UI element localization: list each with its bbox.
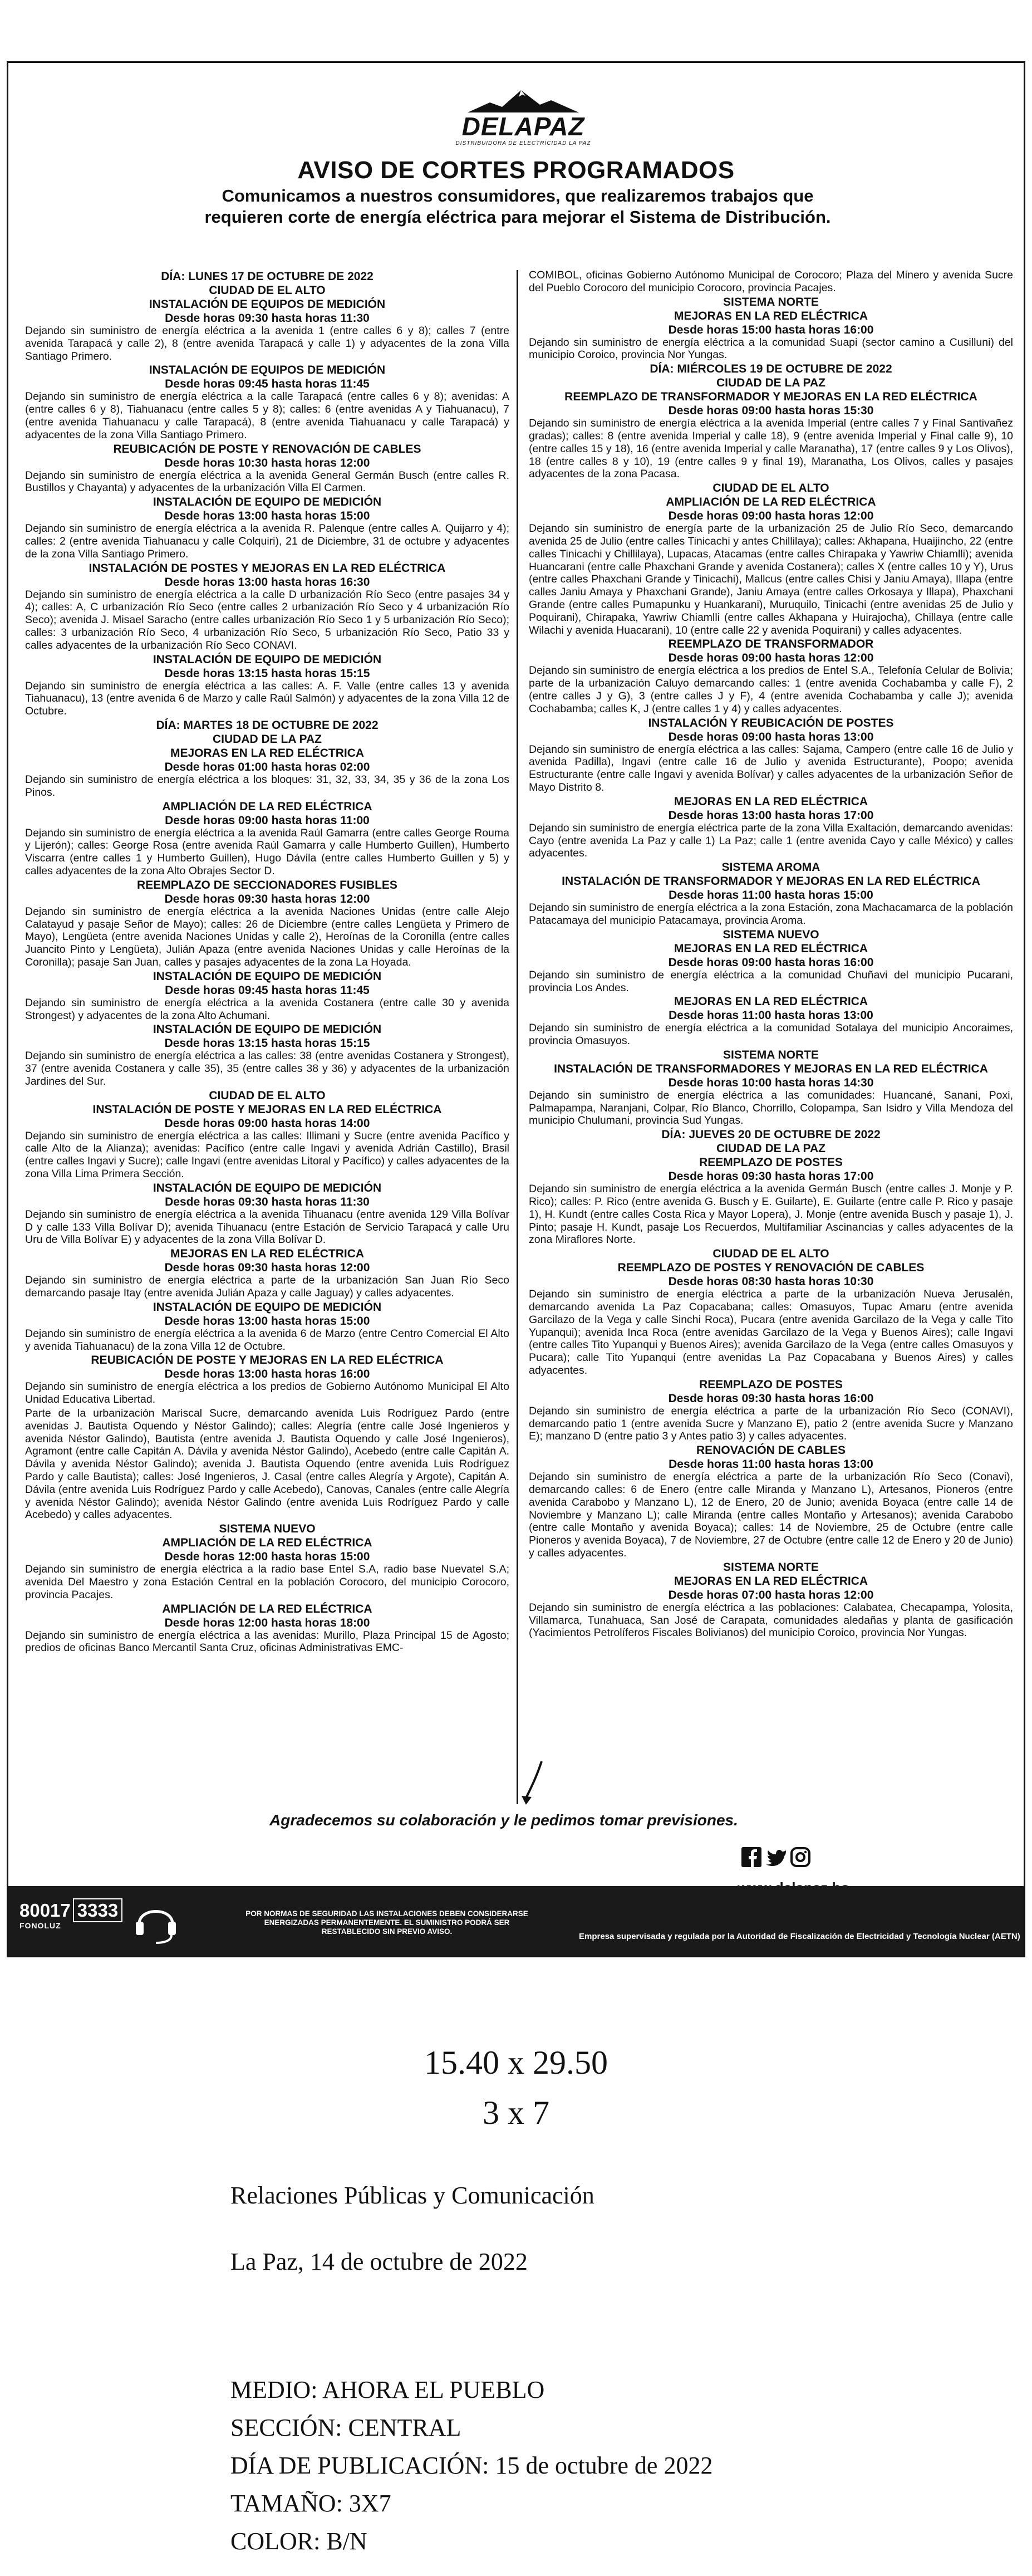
section-heading: Desde horas 13:00 hasta horas 16:00 [164, 1368, 370, 1381]
section-heading: SISTEMA NUEVO [723, 928, 819, 941]
outage-description: Dejando sin suministro de energía eléctrica a las calles: Sajama, Campero (entre calle 16 de Julio y avenida Padilla), Ingavi (entre calle 16 de Julio y avenida Estructurante), Poopo; avenida Estructurante (entre calle Ingavi y avenida Bolívar) y calles adyacentes de la urbanización Señor de Mayo Distrito 8. [529, 743, 1013, 794]
phone-prefix: 80017 [19, 1900, 71, 1921]
section-heading: CIUDAD DE EL ALTO [209, 1089, 326, 1102]
section-heading: SISTEMA NORTE [723, 295, 819, 308]
mountain-logo-icon [468, 88, 579, 114]
regulator-text: Empresa supervisada y regulada por la Autoridad de Fiscalización de Electricidad y Tecnología Nuclear (AETN) [579, 1932, 1020, 1941]
outage-description: Dejando sin suministro de energía eléctrica a la comunidad Suapi (sector camino a Cusilluni) del municipio Coroico, provincia Nor Yungas. [529, 336, 1013, 361]
headline: AVISO DE CORTES PROGRAMADOS [297, 156, 735, 184]
fonoluz-number [19, 1900, 122, 1930]
section-heading: REEMPLAZO DE POSTES [699, 1156, 843, 1169]
section-heading: Desde horas 12:00 hasta horas 15:00 [164, 1550, 370, 1564]
section-heading: Desde horas 09:30 hasta horas 17:00 [668, 1170, 874, 1183]
section-heading: Desde horas 09:30 hasta horas 11:30 [165, 312, 370, 325]
outage-description: Dejando sin suministro de energía parte de la urbanización 25 de Julio Río Seco, demarcando avenida 25 de Julio (entre calles Tinicachi y antes Chillilaya); calles: Akhapana, Huaijincho, 22 (entre calles Tinicachi y Chillilaya), Lupacas, Atacamas (entre calles Chirapaka y Yawriw Chiamlli); avenida Huancarani (entre calle Phaxchani Grande y avenida Costanera); calles X (entre calles 10 y Y), Urus (entre calles Phaxchani Grande y Tinicachi), Mallcus (entre calles Chisi y Janiu Amaya), Illapa (entre calles Janiu Amaya y Phaxchani Grande), Janiu Amaya (entre calles Orkosaya y Illapa), Phaxchani Grande (entre calles Pumapunku y Huankarani), Muruquilo, Tinicachi (entre avenidas 25 de Julio y Poquirani), Chirapaka, Yawriw Chiamlli (entre calles Akhapana y Huirajocha), Chillaya (entre calle Wilachi y avenida Huacarani), 10 (entre calle 22 y avenida Poquirani) y calles adyacentes. [529, 522, 1013, 636]
section-heading: Desde horas 09:00 hasta horas 12:00 [668, 510, 874, 523]
right-column [529, 269, 1013, 1640]
section-heading: INSTALACIÓN DE POSTE Y MEJORAS EN LA RED ELÉCTRICA [92, 1103, 442, 1116]
day-heading: DÍA: MIÉRCOLES 19 DE OCTUBRE DE 2022 [650, 363, 892, 376]
day-heading: DÍA: MARTES 18 DE OCTUBRE DE 2022 [156, 718, 379, 732]
outage-description: Dejando sin suministro de energía eléctrica a la avenida Raúl Gamarra (entre calles George Rouma y Lijerón); calles: George Rosa (entre avenida Raúl Gamarra y calle Humberto Guillen), Humberto Viscarra (entre calles 1 y Humberto Guillen), Hugo Dávila (entre calles Humberto Guillen y 5) y calles adyacentes de la zona Alto Obrajes Sector D. [25, 826, 509, 877]
section-heading: Desde horas 09:30 hasta horas 11:30 [165, 1195, 370, 1208]
section-heading: Desde horas 09:00 hasta horas 15:30 [668, 404, 874, 418]
section-heading: INSTALACIÓN DE EQUIPOS DE MEDICIÓN [149, 364, 386, 377]
section-heading: INSTALACIÓN Y REUBICACIÓN DE POSTES [648, 716, 894, 729]
outage-description: Dejando sin suministro de energía eléctrica a la avenida Costanera (entre calle 30 y avenida Strongest) y adyacentes de la zona Alto Achumani. [25, 996, 509, 1022]
outage-description: Dejando sin suministro de energía eléctrica a la comunidad Sotalaya del municipio Ancoraimes, provincia Omasuyos. [529, 1022, 1013, 1047]
size-label: TAMAÑO: 3X7 [230, 2490, 391, 2517]
thanks-message: Agradecemos su colaboración y le pedimos tomar previsiones. [269, 1811, 738, 1829]
section-heading: MEJORAS EN LA RED ELÉCTRICA [674, 995, 868, 1008]
ad-footer [8, 1886, 1024, 1956]
section-heading: Desde horas 13:15 hasta horas 15:15 [164, 667, 370, 680]
ad-size: 15.40 x 29.50 [424, 2044, 608, 2081]
section-heading: REEMPLAZO DE SECCIONADORES FUSIBLES [137, 878, 397, 892]
section-heading: INSTALACIÓN DE EQUIPO DE MEDICIÓN [153, 1181, 382, 1194]
outage-description: Dejando sin suministro de energía eléctrica a la avenida Tihuanacu (entre avenida 129 Villa Bolívar D y calle 133 Villa Bolívar D); avenida Tihuanacu (entre Estación de Servicio Tarapacá y calle Uru Uru de Villa Bolívar E) y adyacentes de la zona Villa Bolívar D. [25, 1208, 509, 1246]
section-heading: REEMPLAZO DE POSTES Y RENOVACIÓN DE CABLES [617, 1261, 925, 1275]
section-heading: Desde horas 11:00 hasta horas 13:00 [669, 1009, 873, 1022]
section-heading: Desde horas 09:00 hasta horas 13:00 [668, 730, 874, 743]
phone-suffix: 3333 [73, 1898, 122, 1922]
column-divider [517, 270, 518, 1804]
section-heading: MEJORAS EN LA RED ELÉCTRICA [674, 309, 868, 322]
fonoluz-label: FONOLUZ [19, 1921, 61, 1930]
outage-description: Dejando sin suministro de energía eléctrica a la zona Estación, zona Machacamarca de la población Patacamaya del municipio Patacamaya, provincia Aroma. [529, 902, 1013, 927]
section-heading: Desde horas 09:30 hasta horas 12:00 [164, 1261, 370, 1275]
section-heading: Desde horas 09:30 hasta horas 16:00 [668, 1392, 874, 1405]
outage-description: Dejando sin suministro de energía eléctrica a la avenida Naciones Unidas (entre calle Alejo Calatayud y pasaje Señor de Mayo); calles: 26 de Diciembre (entre calles Lengüeta y Primero de Mayo), Lengüeta (entre avenida Naciones Unidas y calle 2), Heroínas de la Coronilla (entre calles Juancito Pinto y Lengüeta), Julián Apaza (entre avenida Naciones Unidas y calle Heroínas de la Coronilla); pasaje San Juan, calles y pasajes adyacentes de la zona La Hoyada. [25, 905, 509, 968]
outage-description: Dejando sin suministro de energía eléctrica parte de la zona Villa Exaltación, demarcando avenidas: Cayo (entre avenida La Paz y calle 1) La Paz; calle 1 (entre avenida Cayo y calle México) y calles adyacentes. [529, 821, 1013, 860]
section-heading: Desde horas 08:30 hasta horas 10:30 [668, 1275, 874, 1289]
section-heading: REEMPLAZO DE TRANSFORMADOR Y MEJORAS EN LA RED ELÉCTRICA [564, 390, 977, 404]
section-heading: REEMPLAZO DE TRANSFORMADOR [668, 638, 874, 651]
ad-columns: 3 x 7 [483, 2094, 549, 2131]
section-heading: Desde horas 11:00 hasta horas 15:00 [669, 889, 873, 902]
section-heading: Desde horas 10:00 hasta horas 14:30 [668, 1076, 874, 1089]
section-heading: INSTALACIÓN DE TRANSFORMADOR Y MEJORAS EN LA RED ELÉCTRICA [562, 875, 980, 888]
outage-description: Parte de la urbanización Mariscal Sucre, demarcando avenida Luis Rodríguez Pardo (entre avenidas J. Bautista Oquendo y Néstor Galindo); calles: Alegría (entre calle José Ingenieros y avenida Néstor Galindo), Bautista (entre avenida J. Bautista Oquendo y calle José Ingenieros), Agramont (entre calle Capitán A. Dávila y avenida Néstor Galindo), Acebedo (entre calle Capitán A. Dávila y avenida Néstor Galindo); avenida J. Bautista Oquendo (entre avenida Luis Rodríguez Pardo y calle Bautista); calles: José Ingenieros, J. Casal (entre calles Alegría y Argote), Capitán A. Dávila (entre avenida Luis Rodríguez Pardo y calle Acebedo), Canovas, Canales (entre calle Alegría y avenida Néstor Galindo); avenida Néstor Galindo (entre avenida Luis Rodríguez Pardo y calle Acebedo) y calles adyacentes. [25, 1407, 509, 1521]
brand-subtitle: DISTRIBUIDORA DE ELECTRICIDAD LA PAZ [455, 140, 591, 146]
section-heading: Desde horas 13:00 hasta horas 17:00 [668, 809, 874, 822]
day-heading: DÍA: JUEVES 20 DE OCTUBRE DE 2022 [661, 1128, 881, 1142]
section-heading: Desde horas 09:00 hasta horas 14:00 [164, 1116, 370, 1130]
arrow-icon [519, 1761, 553, 1806]
day-heading: DÍA: LUNES 17 DE OCTUBRE DE 2022 [161, 270, 374, 283]
department: Relaciones Públicas y Comunicación [230, 2182, 594, 2209]
section-heading: Desde horas 13:00 hasta horas 15:00 [164, 510, 370, 523]
section-heading: Desde horas 09:30 hasta horas 12:00 [164, 892, 370, 905]
section-heading: SISTEMA AROMA [721, 861, 820, 874]
section-heading: AMPLIACIÓN DE LA RED ELÉCTRICA [666, 496, 876, 509]
section-heading: CIUDAD DE EL ALTO [712, 1247, 829, 1261]
section-heading: MEJORAS EN LA RED ELÉCTRICA [674, 795, 868, 808]
section-heading: INSTALACIÓN DE EQUIPO DE MEDICIÓN [153, 653, 382, 666]
brand-wordmark: DELAPAZ [461, 112, 585, 141]
section-heading: INSTALACIÓN DE TRANSFORMADORES Y MEJORAS EN LA RED ELÉCTRICA [554, 1062, 988, 1075]
section-heading: MEJORAS EN LA RED ELÉCTRICA [170, 1247, 365, 1261]
outage-description: Dejando sin suministro de energía eléctrica a los predios de Gobierno Autónomo Municipal El Alto Unidad Educativa Libertad. [25, 1380, 509, 1406]
outage-description: Dejando sin suministro de energía eléctrica a las avenidas: Murillo, Plaza Principal 15 de Agosto; predios de oficinas Banco Mercantil Santa Cruz, oficinas Administrativas EMC- [25, 1629, 509, 1654]
section-heading: REEMPLAZO DE POSTES [699, 1378, 843, 1391]
section-heading: CIUDAD DE LA PAZ [716, 376, 825, 390]
color-label: COLOR: B/N [230, 2528, 367, 2555]
section-heading: AMPLIACIÓN DE LA RED ELÉCTRICA [162, 800, 372, 813]
section-heading: CIUDAD DE EL ALTO [209, 284, 326, 297]
place-date: La Paz, 14 de octubre de 2022 [230, 2248, 528, 2275]
outage-description: Dejando sin suministro de energía eléctrica a la calle D urbanización Río Seco (entre pasajes 34 y 4); calles: A, C urbanización Río Seco (entre calles 2 urbanización Río Seco y 4 urbanización Río Seco); avenida J. Misael Saracho (entre calles urbanización Río Seco 1 y 5 urbanización Río Seco); calles: 3 urbanización Río Seco, 4 urbanización Río Seco, 5 urbanización Río Seco, Patio 33 y calles adyacentes de la urbanización Río Seco CONAVI. [25, 588, 509, 652]
section-heading: REUBICACIÓN DE POSTE Y MEJORAS EN LA RED ELÉCTRICA [91, 1354, 444, 1367]
outage-description: Dejando sin suministro de energía eléctrica a los predios de Entel S.A., Telefonía Celular de Bolivia; parte de la urbanización Caluyo demarcando calles: 1 (entre avenida Cochabamba y calle F), 2 (entre calles J y G), 3 (entre calles J y F), 4 (entre avenida Cochabamba y calle J); avenida Cochabamba; calles K, J (entre calles 1 y 4) y calles adyacentes. [529, 664, 1013, 715]
outage-description: Dejando sin suministro de energía eléctrica a la avenida 6 de Marzo (entre Centro Comercial El Alto y avenida Tiahuanacu) de la zona Villa 12 de Octubre. [25, 1327, 509, 1353]
section-heading: Desde horas 10:30 hasta horas 12:00 [164, 456, 370, 469]
section-heading: Desde horas 09:45 hasta horas 11:45 [165, 983, 370, 997]
section-heading: Desde horas 07:00 hasta horas 12:00 [668, 1588, 874, 1602]
section-heading: Desde horas 09:00 hasta horas 12:00 [668, 652, 874, 665]
section-heading: Desde horas 01:00 hasta horas 02:00 [164, 760, 370, 773]
outage-description: Dejando sin suministro de energía eléctrica a la avenida Germán Busch (entre calles J. Monje y P. Rico); calles: P. Rico (entre avenida G. Busch y E. Guilarte), E. Guilarte (entre calle P. Rico y pasaje 1), H. Kundt (entre calles Costa Rica y Mayor Lopera), J. Monje (entre avenida Busch y pasaje 1), J. Pinto; pasaje H. Kundt, pasaje Los Recuerdos, Multifamiliar Ascinancias y calles adyacentes de la zona Miraflores Norte. [529, 1183, 1013, 1246]
section-heading: Desde horas 15:00 hasta horas 16:00 [668, 323, 874, 336]
outage-description: Dejando sin suministro de energía eléctrica a la calle Tarapacá (entre calles 6 y 8); avenidas: A (entre calles 6 y 8), Tiahuanacu (entre calles 5 y 8); calles: 6 (entre avenidas A y Tiahuanacu), 7 (entre avenida Tiahuanacu y calle Tarapacá), 8 (entre avenida Tiahuanacu y calle Tarapacá) y adyacentes de la zona Villa Santiago Primero. [25, 390, 509, 441]
twitter-icon [766, 1850, 786, 1866]
section-heading: MEJORAS EN LA RED ELÉCTRICA [170, 746, 365, 760]
section-heading: Desde horas 13:00 hasta horas 16:30 [164, 575, 370, 589]
section-heading: MEJORAS EN LA RED ELÉCTRICA [674, 1574, 868, 1588]
outage-description: Dejando sin suministro de energía eléctrica a parte de la urbanización Río Seco (Conavi), demarcando calles: 6 de Enero (entre calle Miranda y Manzano L), Artesanos, Pioneros (entre avenida Carabobo y Manzano L), 12 de Enero, 20 de Junio; avenida Boyaca (entre calle 14 de Noviembre y Manzano L); calle Miranda (entre calles Montaño y Artesanos); avenida Carabobo (entre calle Montaño y avenida Boyaca); calles: 14 de Noviembre, 25 de Octubre (entre calle Pioneros y avenida Boyaca), 7 de Noviembre, 27 de Octubre (entre calle 12 de Enero y 20 de Junio) y calles adyacentes. [529, 1471, 1013, 1560]
outage-description: Dejando sin suministro de energía eléctrica a las calles: Illimani y Sucre (entre avenida Pacífico y calle Alto de la Alianza); avenidas: Pacífico (entre calle Ingavi y avenida Adrián Castillo), Brasil (entre calles Ingavi y Sucre); calle Ingavi (entre avenidas Litoral y Pacífico) y calles adyacentes de la zona Villa Lima Primera Sección. [25, 1129, 509, 1181]
outage-description: Dejando sin suministro de energía eléctrica a las calles: A. F. Valle (entre calles 13 y avenida Tiahuanacu), 13 (entre avenida 6 de Marzo y calle Raúl Salmón) y adyacentes de la zona Villa 12 de Octubre. [25, 679, 509, 718]
section-heading: INSTALACIÓN DE EQUIPOS DE MEDICIÓN [149, 298, 386, 311]
section-heading: Desde horas 12:00 hasta horas 18:00 [164, 1616, 370, 1629]
facebook-icon [741, 1847, 761, 1867]
section-heading: SISTEMA NORTE [723, 1560, 819, 1574]
outage-description: Dejando sin suministro de energía eléctrica a la radio base Entel S.A, radio base Nuevatel S.A; avenida Del Maestro y zona Estación Central en la población Corocoro, del municipio Corocoro, provincia Pacajes. [25, 1563, 509, 1601]
section-heading: CIUDAD DE LA PAZ [716, 1142, 825, 1155]
section-heading: INSTALACIÓN DE EQUIPO DE MEDICIÓN [153, 1300, 382, 1314]
section-heading: Desde horas 09:00 hasta horas 16:00 [668, 956, 874, 969]
section-heading: Desde horas 13:15 hasta horas 15:15 [164, 1037, 370, 1050]
section-heading: Desde horas 13:00 hasta horas 15:00 [164, 1314, 370, 1328]
outage-notice-ad [7, 61, 1025, 1957]
section-heading: Desde horas 11:00 hasta horas 13:00 [669, 1458, 873, 1471]
section-heading: RENOVACIÓN DE CABLES [696, 1444, 846, 1457]
outage-description: COMIBOL, oficinas Gobierno Autónomo Municipal de Corocoro; Plaza del Minero y avenida Sucre del Pueblo Corocoro del municipio Corocoro, provincia Pacajes. [529, 269, 1013, 294]
medio: MEDIO: AHORA EL PUEBLO [230, 2376, 545, 2403]
delapaz-logo [451, 88, 596, 155]
outage-description: Dejando sin suministro de energía eléctrica a las calles: 38 (entre avenidas Costanera y Strongest), 37 (entre avenida Costanera y calle 35), 35 (entre calles 38 y 36) y adyacentes de la urbanización Jardines del Sur. [25, 1050, 509, 1088]
section-heading: MEJORAS EN LA RED ELÉCTRICA [674, 942, 868, 955]
section-heading: AMPLIACIÓN DE LA RED ELÉCTRICA [162, 1536, 372, 1550]
section-heading: INSTALACIÓN DE POSTES Y MEJORAS EN LA RED ELÉCTRICA [89, 561, 446, 575]
left-column [25, 269, 509, 1656]
section-heading: REUBICACIÓN DE POSTE Y RENOVACIÓN DE CABLES [113, 442, 421, 456]
outage-description: Dejando sin suministro de energía eléctrica a la avenida General Germán Busch (entre calles R. Bustillos y Chayanta) y adyacentes de la urbanización Villa El Carmen. [25, 469, 509, 494]
section-heading: SISTEMA NORTE [723, 1048, 819, 1061]
outage-description: Dejando sin suministro de energía eléctrica a los bloques: 31, 32, 33, 34, 35 y 36 de la zona Los Pinos. [25, 773, 509, 799]
instagram-icon [792, 1848, 809, 1866]
outage-description: Dejando sin suministro de energía eléctrica a las comunidades: Huancané, Sanani, Poxi, Palmapampa, Naranjani, Colpar, Río Blanco, Chorrillo, Colopampa, San Isidro y Villa Mendoza del municipio Chulumani, provincia Sud Yungas. [529, 1089, 1013, 1127]
section-heading: INSTALACIÓN DE EQUIPO DE MEDICIÓN [153, 969, 382, 983]
outage-description: Dejando sin suministro de energía eléctrica a la avenida R. Palenque (entre calles A. Quijarro y 4); calles: 2 (entre avenida Tiahuanacu y calle Colquiri), 21 de Diciembre, 31 de octubre y adyacentes de la zona Villa Santiago Primero. [25, 522, 509, 560]
section-heading: AMPLIACIÓN DE LA RED ELÉCTRICA [162, 1602, 372, 1615]
section-heading: CIUDAD DE LA PAZ [213, 732, 322, 746]
intro-text: Comunicamos a nuestros consumidores, que realizaremos trabajos que requieren corte de energía eléctrica para mejorar el Sistema de Distribución. [204, 186, 831, 227]
section-heading: INSTALACIÓN DE EQUIPO DE MEDICIÓN [153, 1023, 382, 1036]
seccion: SECCIÓN: CENTRAL [230, 2414, 461, 2441]
social-icons [740, 1845, 813, 1872]
outage-description: Dejando sin suministro de energía eléctrica a la avenida Imperial (entre calles 7 y Final Santivañez gradas); calles: 8 (entre avenida Imperial y calle 18), 9 (entre avenida Imperial y Final calle 9), 10 (entre calles 15 y 18), 16 (entre avenida Imperial y calle Maranatha), 17 (entre calles 9 y Los Olivos), 18 (entre calles 8 y 10), 19 (entre calles 9 y final 19), Maranatha, Los Olivos, calles y pasajes adyacentes de la zona Pacasa. [529, 417, 1013, 481]
outage-description: Dejando sin suministro de energía eléctrica a las poblaciones: Calabatea, Checapampa, Yolosita, Villamarca, Tunahuaca, San José de Carapata, comunidades aledañas y planta de gasificación (Yacimientos Petrolíferos Fiscales Bolivianos) del municipio Coroico, provincia Nor Yungas. [529, 1601, 1013, 1639]
section-heading: SISTEMA NUEVO [219, 1522, 316, 1536]
section-heading: INSTALACIÓN DE EQUIPO DE MEDICIÓN [153, 496, 382, 509]
outage-description: Dejando sin suministro de energía eléctrica a la comunidad Chuñavi del municipio Pucarani, provincia Los Andes. [529, 968, 1013, 994]
headset-icon [134, 1896, 178, 1946]
outage-description: Dejando sin suministro de energía eléctrica a parte de la urbanización Nueva Jerusalén, demarcando avenida La Paz Copacabana; calles: Omasuyos, Tupac Amaru (entre avenida Garcilazo de la Vega y calle Sinchi Roca), Pucara (entre avenida Garcilazo de la Vega y calle Tito Yupanqui); avenida Inca Roca (entre avenidas Garcilazo de la Vega y Buenos Aires); calle Ingavi (entre calles Tito Yupanqui y Buenos Aires); avenida Garcilazo de la Vega (entre calles Omasuyos y Pucara); calle Tito Yupanqui (entre avenidas La Paz Copacabana y Buenos Aires) y calles adyacentes. [529, 1288, 1013, 1377]
outage-description: Dejando sin suministro de energía eléctrica a la avenida 1 (entre calles 6 y 8); calles 7 (entre avenida Tarapacá y calle 2), 8 (entre avenida Tarapacá y calle 1) y adyacentes de la zona Villa Santiago Primero. [25, 325, 509, 363]
outage-description: Dejando sin suministro de energía eléctrica a parte de la urbanización Río Seco (CONAVI), demarcando patio 1 (entre avenida Sucre y Manzano E), patio 2 (entre avenida Sucre y Manzano E); manzano D (entre patio 3 y Antes patio 3) y calles adyacentes. [529, 1404, 1013, 1443]
outage-description: Dejando sin suministro de energía eléctrica a parte de la urbanización San Juan Río Seco demarcando pasaje Itay (entre avenida Julián Apaza y calle Jaguay) y calles adyacentes. [25, 1274, 509, 1300]
section-heading: Desde horas 09:00 hasta horas 11:00 [165, 814, 370, 827]
safety-notice: POR NORMAS DE SEGURIDAD LAS INSTALACIONES DEBEN CONSIDERARSE ENERGIZADAS PERMANENTEMENTE. EL SUMINISTRO PODRÁ SER RESTABLECIDO SIN PREVIO AVISO. [245, 1909, 528, 1936]
section-heading: Desde horas 09:45 hasta horas 11:45 [165, 378, 370, 391]
section-heading: CIUDAD DE EL ALTO [712, 482, 829, 495]
publication-date: DÍA DE PUBLICACIÓN: 15 de octubre de 2022 [230, 2452, 713, 2479]
